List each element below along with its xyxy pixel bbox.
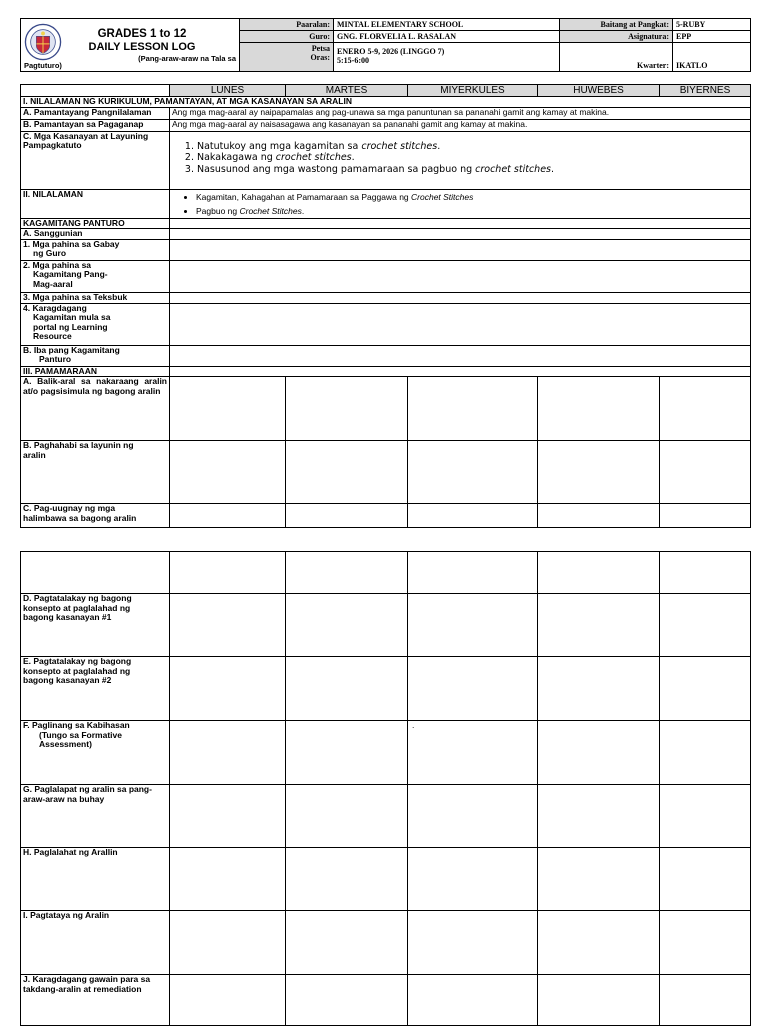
review-label: A. Balik-aral sa nakaraang aralin at/o pagsisimula ng bagong aralin xyxy=(21,377,170,441)
content-list xyxy=(172,190,748,218)
grade-label: Baitang at Pangkat: xyxy=(560,19,673,31)
day-cell[interactable] xyxy=(538,848,660,911)
day-cell[interactable] xyxy=(170,721,286,785)
day-cell[interactable] xyxy=(286,721,408,785)
day-thursday: HUWEBES xyxy=(538,85,660,97)
other-materials-label: B. Iba pang Kagamitang Panturo xyxy=(21,345,170,366)
date-time-label xyxy=(240,43,334,72)
day-header-blank xyxy=(21,85,170,97)
day-cell[interactable] xyxy=(408,975,538,1026)
day-cell[interactable] xyxy=(286,975,408,1026)
day-cell[interactable] xyxy=(538,657,660,721)
day-cell[interactable] xyxy=(170,552,286,594)
discussion1-label: D. Pagtatalakay ng bagong konsepto at paglalahad ng bagong kasanayan #1 xyxy=(21,594,170,657)
deped-seal-icon xyxy=(24,23,62,61)
performance-standard-text: Ang mga mag-aaral ay naisasagawa ang kasanayan sa pananahi gamit ang kamay at makina. xyxy=(170,119,751,131)
day-cell[interactable] xyxy=(286,657,408,721)
teacher-guide-blank xyxy=(170,239,751,260)
content-item: • Pagbuo ng Crochet Stitches. xyxy=(196,204,748,218)
time-value: 5:15-6:00 xyxy=(337,56,369,66)
day-cell[interactable] xyxy=(660,721,751,785)
day-cell[interactable] xyxy=(660,552,751,594)
quarter-value: IKATLO xyxy=(673,43,751,72)
header-table xyxy=(20,18,751,72)
day-cell[interactable] xyxy=(286,552,408,594)
objectives-list xyxy=(172,141,748,176)
day-cell[interactable] xyxy=(286,594,408,657)
day-cell[interactable] xyxy=(170,911,286,975)
school-value: MINTAL ELEMENTARY SCHOOL xyxy=(334,19,560,31)
lr-portal-blank xyxy=(170,303,751,345)
day-cell[interactable] xyxy=(286,911,408,975)
day-cell[interactable] xyxy=(538,441,660,504)
day-cell[interactable] xyxy=(170,975,286,1026)
day-cell[interactable] xyxy=(170,441,286,504)
day-cell[interactable] xyxy=(170,377,286,441)
day-cell[interactable] xyxy=(660,911,751,975)
other-materials-blank xyxy=(170,345,751,366)
teacher-guide-label: 1. Mga pahina sa Gabay ng Guro xyxy=(21,239,170,260)
form-subtitle-note-cont: Pagtuturo) xyxy=(24,61,62,70)
objective-item: 3. Nasusunod ang mga wastong pamamaraan sa pagbuo ng crochet stitches. xyxy=(197,164,748,176)
form-title: GRADES 1 to 12 xyxy=(97,27,187,40)
teacher-label: Guro: xyxy=(240,31,334,43)
learner-material-label: 2. Mga pahina sa Kagamitang Pang- Mag-aaral xyxy=(21,260,170,292)
textbook-label: 3. Mga pahina sa Teksbuk xyxy=(21,292,170,303)
day-cell[interactable] xyxy=(286,504,408,528)
header-title-block xyxy=(21,19,240,72)
assignment-label: J. Karagdagang gawain para sa takdang-aralin at remediation xyxy=(21,975,170,1026)
day-friday: BIYERNES xyxy=(660,85,751,97)
day-cell[interactable] xyxy=(538,785,660,848)
subject-value: EPP xyxy=(673,31,751,43)
day-cell[interactable] xyxy=(538,377,660,441)
section1-title: I. NILALAMAN NG KURIKULUM, PAMANTAYAN, AT MGA KASANAYAN SA ARALIN xyxy=(21,97,751,108)
objectives-label-line1: C. Mga Kasanayan at Layuning xyxy=(23,131,149,141)
form-subtitle: DAILY LESSON LOG xyxy=(88,40,196,53)
lr-portal-label: 4. Karagdagang Kagamitan mula sa portal ng Learning Resource xyxy=(21,303,170,345)
day-cell[interactable] xyxy=(170,785,286,848)
teacher-value: GNG. FLORVELIA L. RASALAN xyxy=(334,31,560,43)
learner-material-blank xyxy=(170,260,751,292)
day-cell[interactable] xyxy=(286,441,408,504)
discussion2-label: E. Pagtatalakay ng bagong konsepto at paglalahad ng bagong kasanayan #2 xyxy=(21,657,170,721)
day-cell[interactable] xyxy=(408,594,538,657)
content-item: • Kagamitan, Kahagahan at Pamamaraan sa Paggawa ng Crochet Stitches xyxy=(196,190,748,204)
examples-label: C. Pag-uugnay ng mga halimbawa sa bagong aralin xyxy=(21,504,170,528)
day-cell[interactable] xyxy=(538,594,660,657)
day-tuesday: MARTES xyxy=(286,85,408,97)
day-cell[interactable] xyxy=(538,911,660,975)
day-cell[interactable] xyxy=(408,441,538,504)
day-cell[interactable] xyxy=(408,504,538,528)
day-cell[interactable] xyxy=(408,785,538,848)
day-cell[interactable] xyxy=(660,594,751,657)
day-monday: LUNES xyxy=(170,85,286,97)
date-time-value xyxy=(334,43,560,72)
content-cell xyxy=(170,189,751,218)
time-label: Oras: xyxy=(310,53,330,63)
day-cell[interactable] xyxy=(170,504,286,528)
content-standard-text: Ang mga mag-aaral ay naipapamalas ang pag-unawa sa mga panuntunan sa pananahi gamit ang kamay at makina. xyxy=(170,107,751,119)
objectives-label xyxy=(21,131,170,189)
content-standard-label: A. Pamantayang Pangnilalaman xyxy=(21,107,170,119)
procedure-title: III. PAMAMARAAN xyxy=(21,366,170,377)
application-label: G. Paglalapat ng aralin sa pang- araw-araw na buhay xyxy=(21,785,170,848)
objectives-label-line2: Pampagkatuto xyxy=(23,140,82,150)
generalization-label: H. Paglalahat ng Arallin xyxy=(21,848,170,911)
stray-mark: . xyxy=(412,720,415,730)
day-cell[interactable] xyxy=(286,848,408,911)
objective-item: 1. Natutukoy ang mga kagamitan sa crochet stitches. xyxy=(197,141,748,153)
purpose-label: B. Paghahabi sa layunin ng aralin xyxy=(21,441,170,504)
procedure-title-blank xyxy=(170,366,751,377)
day-cell[interactable] xyxy=(538,552,660,594)
form-subtitle-note: (Pang-araw-araw na Tala sa xyxy=(138,53,236,63)
day-cell[interactable] xyxy=(170,594,286,657)
materials-title-blank xyxy=(170,218,751,229)
references-blank xyxy=(170,229,751,240)
date-label: Petsa xyxy=(311,44,330,54)
day-cell[interactable] xyxy=(408,911,538,975)
lesson-log-table-cont xyxy=(20,551,751,1026)
day-cell[interactable] xyxy=(286,377,408,441)
mastery-label: F. Paglinang sa Kabihasan (Tungo sa Formative Assessment) xyxy=(21,721,170,785)
day-cell[interactable] xyxy=(660,377,751,441)
day-wednesday: MIYERKULES xyxy=(408,85,538,97)
day-cell[interactable] xyxy=(408,848,538,911)
day-cell[interactable] xyxy=(408,721,538,785)
grade-value: 5-RUBY xyxy=(673,19,751,31)
references-label: A. Sanggunian xyxy=(21,229,170,240)
quarter-label: Kwarter: xyxy=(560,43,673,72)
day-cell[interactable] xyxy=(408,657,538,721)
blank-label xyxy=(21,552,170,594)
day-cell[interactable] xyxy=(170,848,286,911)
day-cell[interactable] xyxy=(660,441,751,504)
day-cell[interactable] xyxy=(408,377,538,441)
date-value: ENERO 5-9, 2026 (LINGGO 7) xyxy=(337,47,445,57)
textbook-blank xyxy=(170,292,751,303)
evaluation-label: I. Pagtataya ng Aralin xyxy=(21,911,170,975)
day-cell[interactable] xyxy=(660,504,751,528)
materials-title: KAGAMITANG PANTURO xyxy=(21,218,170,229)
day-cell[interactable] xyxy=(660,848,751,911)
school-label: Paaralan: xyxy=(240,19,334,31)
day-cell[interactable] xyxy=(538,975,660,1026)
day-cell[interactable] xyxy=(538,721,660,785)
performance-standard-label: B. Pamantayan sa Pagaganap xyxy=(21,119,170,131)
day-cell[interactable] xyxy=(660,785,751,848)
subject-label: Asignatura: xyxy=(560,31,673,43)
objective-item: 2. Nakakagawa ng crochet stitches. xyxy=(197,152,748,164)
objectives-cell xyxy=(170,131,751,189)
day-cell[interactable] xyxy=(660,657,751,721)
day-cell[interactable] xyxy=(538,504,660,528)
lesson-log-table xyxy=(20,84,751,528)
day-cell[interactable] xyxy=(170,657,286,721)
day-cell[interactable] xyxy=(408,552,538,594)
content-label: II. NILALAMAN xyxy=(21,189,170,218)
day-cell[interactable] xyxy=(286,785,408,848)
day-cell[interactable] xyxy=(660,975,751,1026)
